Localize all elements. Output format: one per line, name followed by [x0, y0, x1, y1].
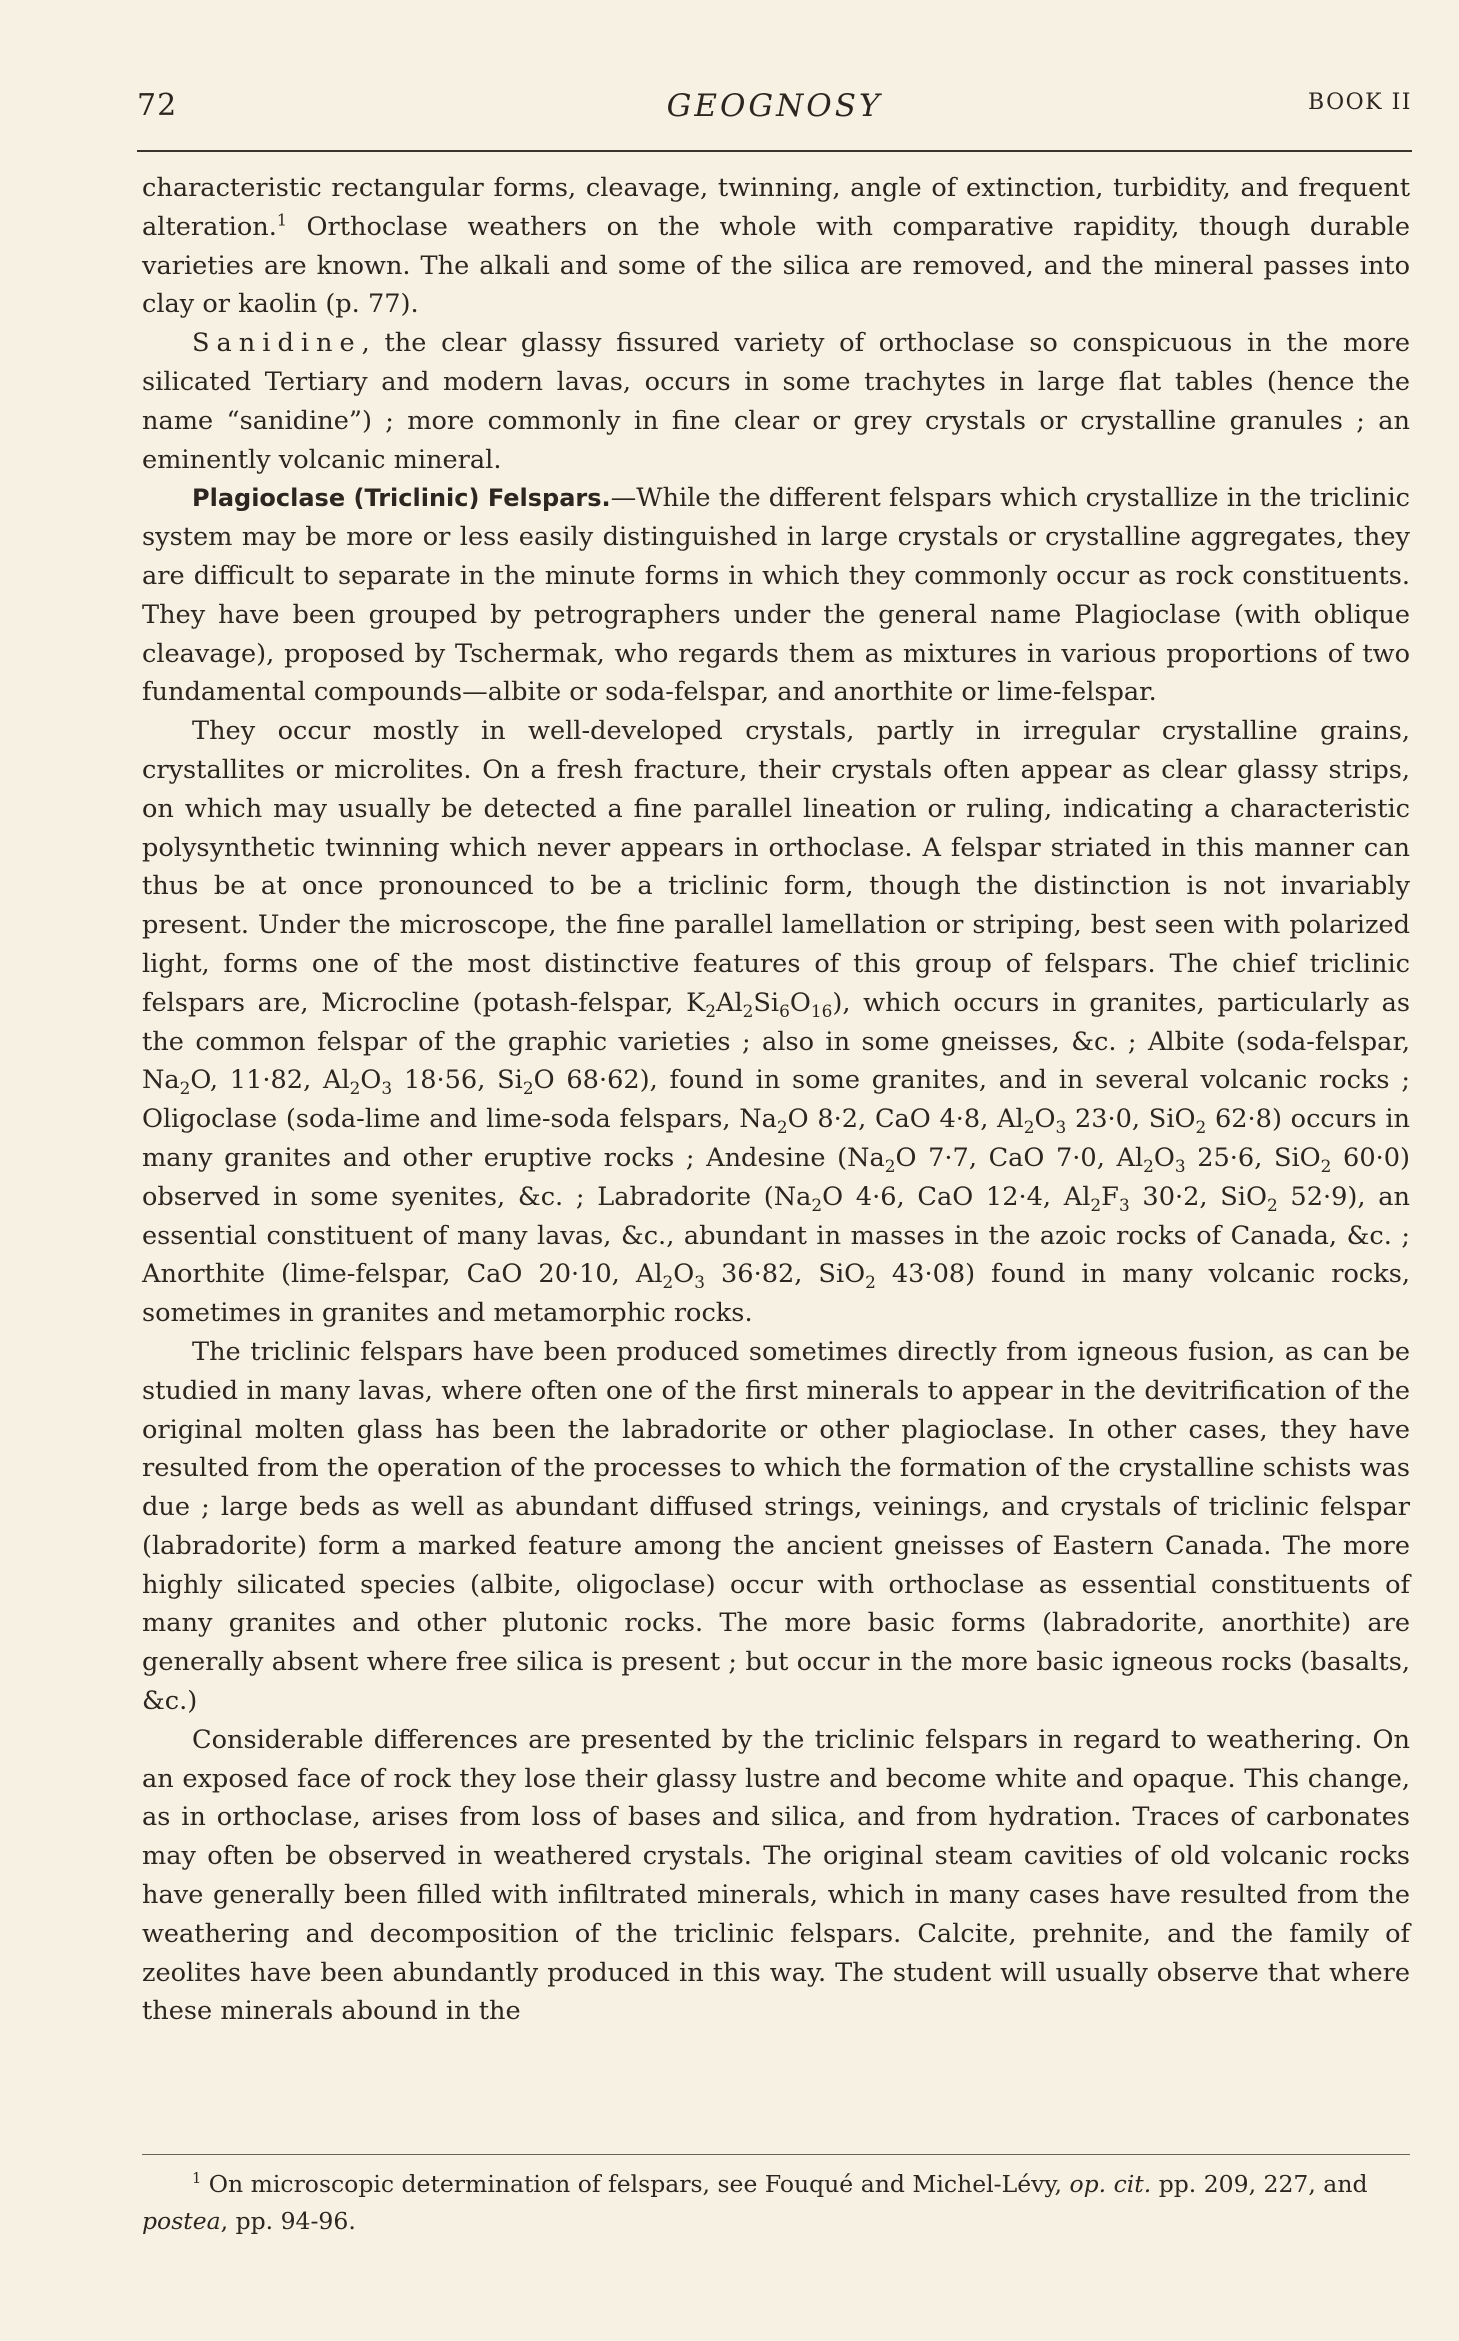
text-run: 25·6, SiO	[1185, 1142, 1321, 1173]
paragraph-orthoclase-continued	[142, 169, 1410, 324]
section-heading: Plagioclase (Triclinic) Felspars.	[192, 484, 611, 513]
page-header	[137, 88, 1412, 138]
footnote-reference: 1	[276, 210, 287, 230]
text-run: O, 11·82, Al	[190, 1065, 350, 1096]
footnote	[142, 2166, 1410, 2240]
citation: op. cit.	[1069, 2170, 1152, 2198]
text-run: Si	[753, 987, 780, 1018]
subscript: 2	[662, 1272, 674, 1293]
text-run: 18·56, Si	[392, 1065, 523, 1096]
page-number: 72	[137, 88, 178, 123]
subscript: 2	[742, 1000, 754, 1021]
paragraph-weathering: Considerable differences are presented by the triclinic felspars in regard to weathering. On an exposed face of rock they lose their glassy lustre and become white and opaque. This change, as in orthoclase, arises from loss of bases and silica, and from hydration. Traces of carbonates may often be observed in weathered crystals. The original steam cavities of old volcanic rocks have generally been filled with infiltrated minerals, which in many cases have resulted from the weathering and decomposition of the triclinic felspars. Calcite, prehnite, and the family of zeolites have been abundantly produced in this way. The student will usually observe that where these minerals abound in the	[142, 1724, 1410, 2027]
footnote-text	[142, 2166, 1410, 2240]
footnote-rule	[142, 2154, 1410, 2155]
text-run: O	[360, 1065, 382, 1096]
subscript: 2	[179, 1078, 191, 1099]
text-run: characteristic rectangular forms, cleavage, twinning, angle of extinction, turbidity, and frequent alteration.	[142, 173, 1410, 242]
subscript: 6	[779, 1000, 790, 1021]
subscript: 16	[810, 1000, 833, 1021]
text-run: O	[1034, 1104, 1056, 1135]
text-run: ), which occurs in granites, particularly as the common felspar of the graphic varieties ; also in some gneisses, &c. ; Albite (soda-felspar, Na	[142, 987, 1410, 1096]
subscript: 3	[1174, 1156, 1186, 1177]
subscript: 2	[811, 1194, 823, 1215]
text-run: 36·82, SiO	[705, 1259, 866, 1290]
footnote-marker: 1	[192, 2170, 202, 2188]
subscript: 2	[522, 1078, 534, 1099]
text-run: , pp. 94-96.	[220, 2207, 356, 2235]
text-run: 60·0) observed in some syenites, &c. ; Labradorite (Na	[142, 1142, 1411, 1212]
subscript: 3	[381, 1078, 393, 1099]
subscript: 2	[1143, 1156, 1154, 1177]
text-run: On microscopic determination of felspars, see Fouqué and Michel-Lévy,	[201, 2170, 1070, 2198]
text-run: 30·2, SiO	[1129, 1181, 1267, 1212]
text-run: O	[1153, 1142, 1175, 1173]
subscript: 3	[1118, 1194, 1130, 1215]
term-sanidine: Sanidine	[192, 328, 362, 359]
text-run: 43·08) found in many volcanic rocks, sometimes in granites and metamorphic rocks.	[142, 1259, 1410, 1329]
paragraph-plagioclase	[142, 479, 1410, 712]
body-text	[142, 169, 1410, 2031]
text-run: F	[1101, 1181, 1119, 1212]
text-run: pp. 209, 227, and	[1151, 2170, 1368, 2198]
subscript: 2	[865, 1272, 876, 1293]
text-run: O 8·2, CaO 4·8, Al	[787, 1104, 1024, 1135]
text-run: , the clear glassy fissured variety of orthoclase so conspicuous in the more silicated Tertiary and modern lavas, occurs in some trachytes in large flat tables (hence the name “sanidine”) ; more commonly in fine clear or grey crystals or crystalline granules ; an eminently volcanic mineral.	[142, 328, 1410, 475]
subscript: 2	[1266, 1194, 1278, 1215]
subscript: 2	[1023, 1117, 1035, 1138]
subscript: 2	[1195, 1117, 1207, 1138]
postea: postea	[142, 2207, 221, 2235]
text-run: O 68·62), found in some granites, and in several volcanic rocks ; Oligoclase (soda-lime and lime-soda felspars, Na	[142, 1065, 1410, 1135]
subscript: 2	[349, 1078, 361, 1099]
text-run: 52·9), an essential constituent of many lavas, &c., abundant in masses in the azoic rocks of Canada, &c. ; Anorthite (lime-felspar, CaO 20·10, Al	[142, 1181, 1410, 1290]
text-run: Al	[715, 987, 743, 1018]
text-run: —While the different felspars which crystallize in the triclinic system may be more or less easily distinguished in large crystals or crystalline aggregates, they are difficult to separate in the minute forms in which they commonly occur as rock constituents. They have been grouped by petrographers under the general name Plagioclase (with oblique cleavage), proposed by Tschermak, who regards them as mixtures in various proportions of two fundamental compounds—albite or soda-felspar, and anorthite or lime-felspar.	[142, 483, 1410, 708]
subscript: 2	[884, 1156, 896, 1177]
text-run: 62·8) occurs in many granites and other eruptive rocks ; Andesine (Na	[142, 1104, 1410, 1173]
text-run: Orthoclase weathers on the whole with comparative rapidity, though durable varieties are known. The alkali and some of the silica are removed, and the mineral passes into clay or kaolin (p. 77).	[142, 211, 1410, 320]
paragraph-origin: The triclinic felspars have been produced sometimes directly from igneous fusion, as can be studied in many lavas, where often one of the first minerals to appear in the devitrification of the original molten glass has been the labradorite or other plagioclase. In other cases, they have resulted from the operation of the processes to which the formation of the crystalline schists was due ; large beds as well as abundant diffused strings, veinings, and crystals of triclinic felspar (labradorite) form a marked feature among the ancient gneisses of Eastern Canada. The more highly silicated species (albite, oligoclase) occur with orthoclase as essential constituents of many granites and other plutonic rocks. The more basic forms (labradorite, anorthite) are generally absent where free silica is present ; but occur in the more basic igneous rocks (basalts, &c.)	[142, 1336, 1410, 1717]
subscript: 3	[1055, 1117, 1067, 1138]
subscript: 2	[1320, 1156, 1332, 1177]
running-title: GEOGNOSY	[666, 88, 883, 124]
text-run: O 4·6, CaO 12·4, Al	[822, 1181, 1091, 1212]
paragraph-sanidine	[142, 324, 1410, 479]
text-run: 23·0, SiO	[1066, 1104, 1196, 1135]
subscript: 2	[776, 1117, 788, 1138]
paragraph-triclinic-felspars	[142, 712, 1410, 1333]
subscript: 3	[694, 1272, 705, 1293]
text-run: O	[673, 1259, 695, 1290]
header-rule	[137, 150, 1412, 152]
text-run: O 7·7, CaO 7·0, Al	[895, 1142, 1144, 1173]
subscript: 2	[705, 1000, 716, 1021]
subscript: 2	[1090, 1194, 1102, 1215]
book-label: BOOK II	[1308, 90, 1412, 115]
text-run: They occur mostly in well-developed crystals, partly in irregular crystalline grains, crystallites or microlites. On a fresh fracture, their crystals often appear as clear glassy strips, on which may usually be detected a fine parallel lineation or ruling, indicating a characteristic polysynthetic twinning which never appears in orthoclase. A felspar striated in this manner can thus be at once pronounced to be a triclinic form, though the distinction is not invariably present. Under the microscope, the fine parallel lamellation or striping, best seen with polarized light, forms one of the most distinctive features of this group of felspars. The chief triclinic felspars are, Microcline (potash-felspar, K	[142, 716, 1410, 1018]
text-run: O	[789, 987, 811, 1018]
